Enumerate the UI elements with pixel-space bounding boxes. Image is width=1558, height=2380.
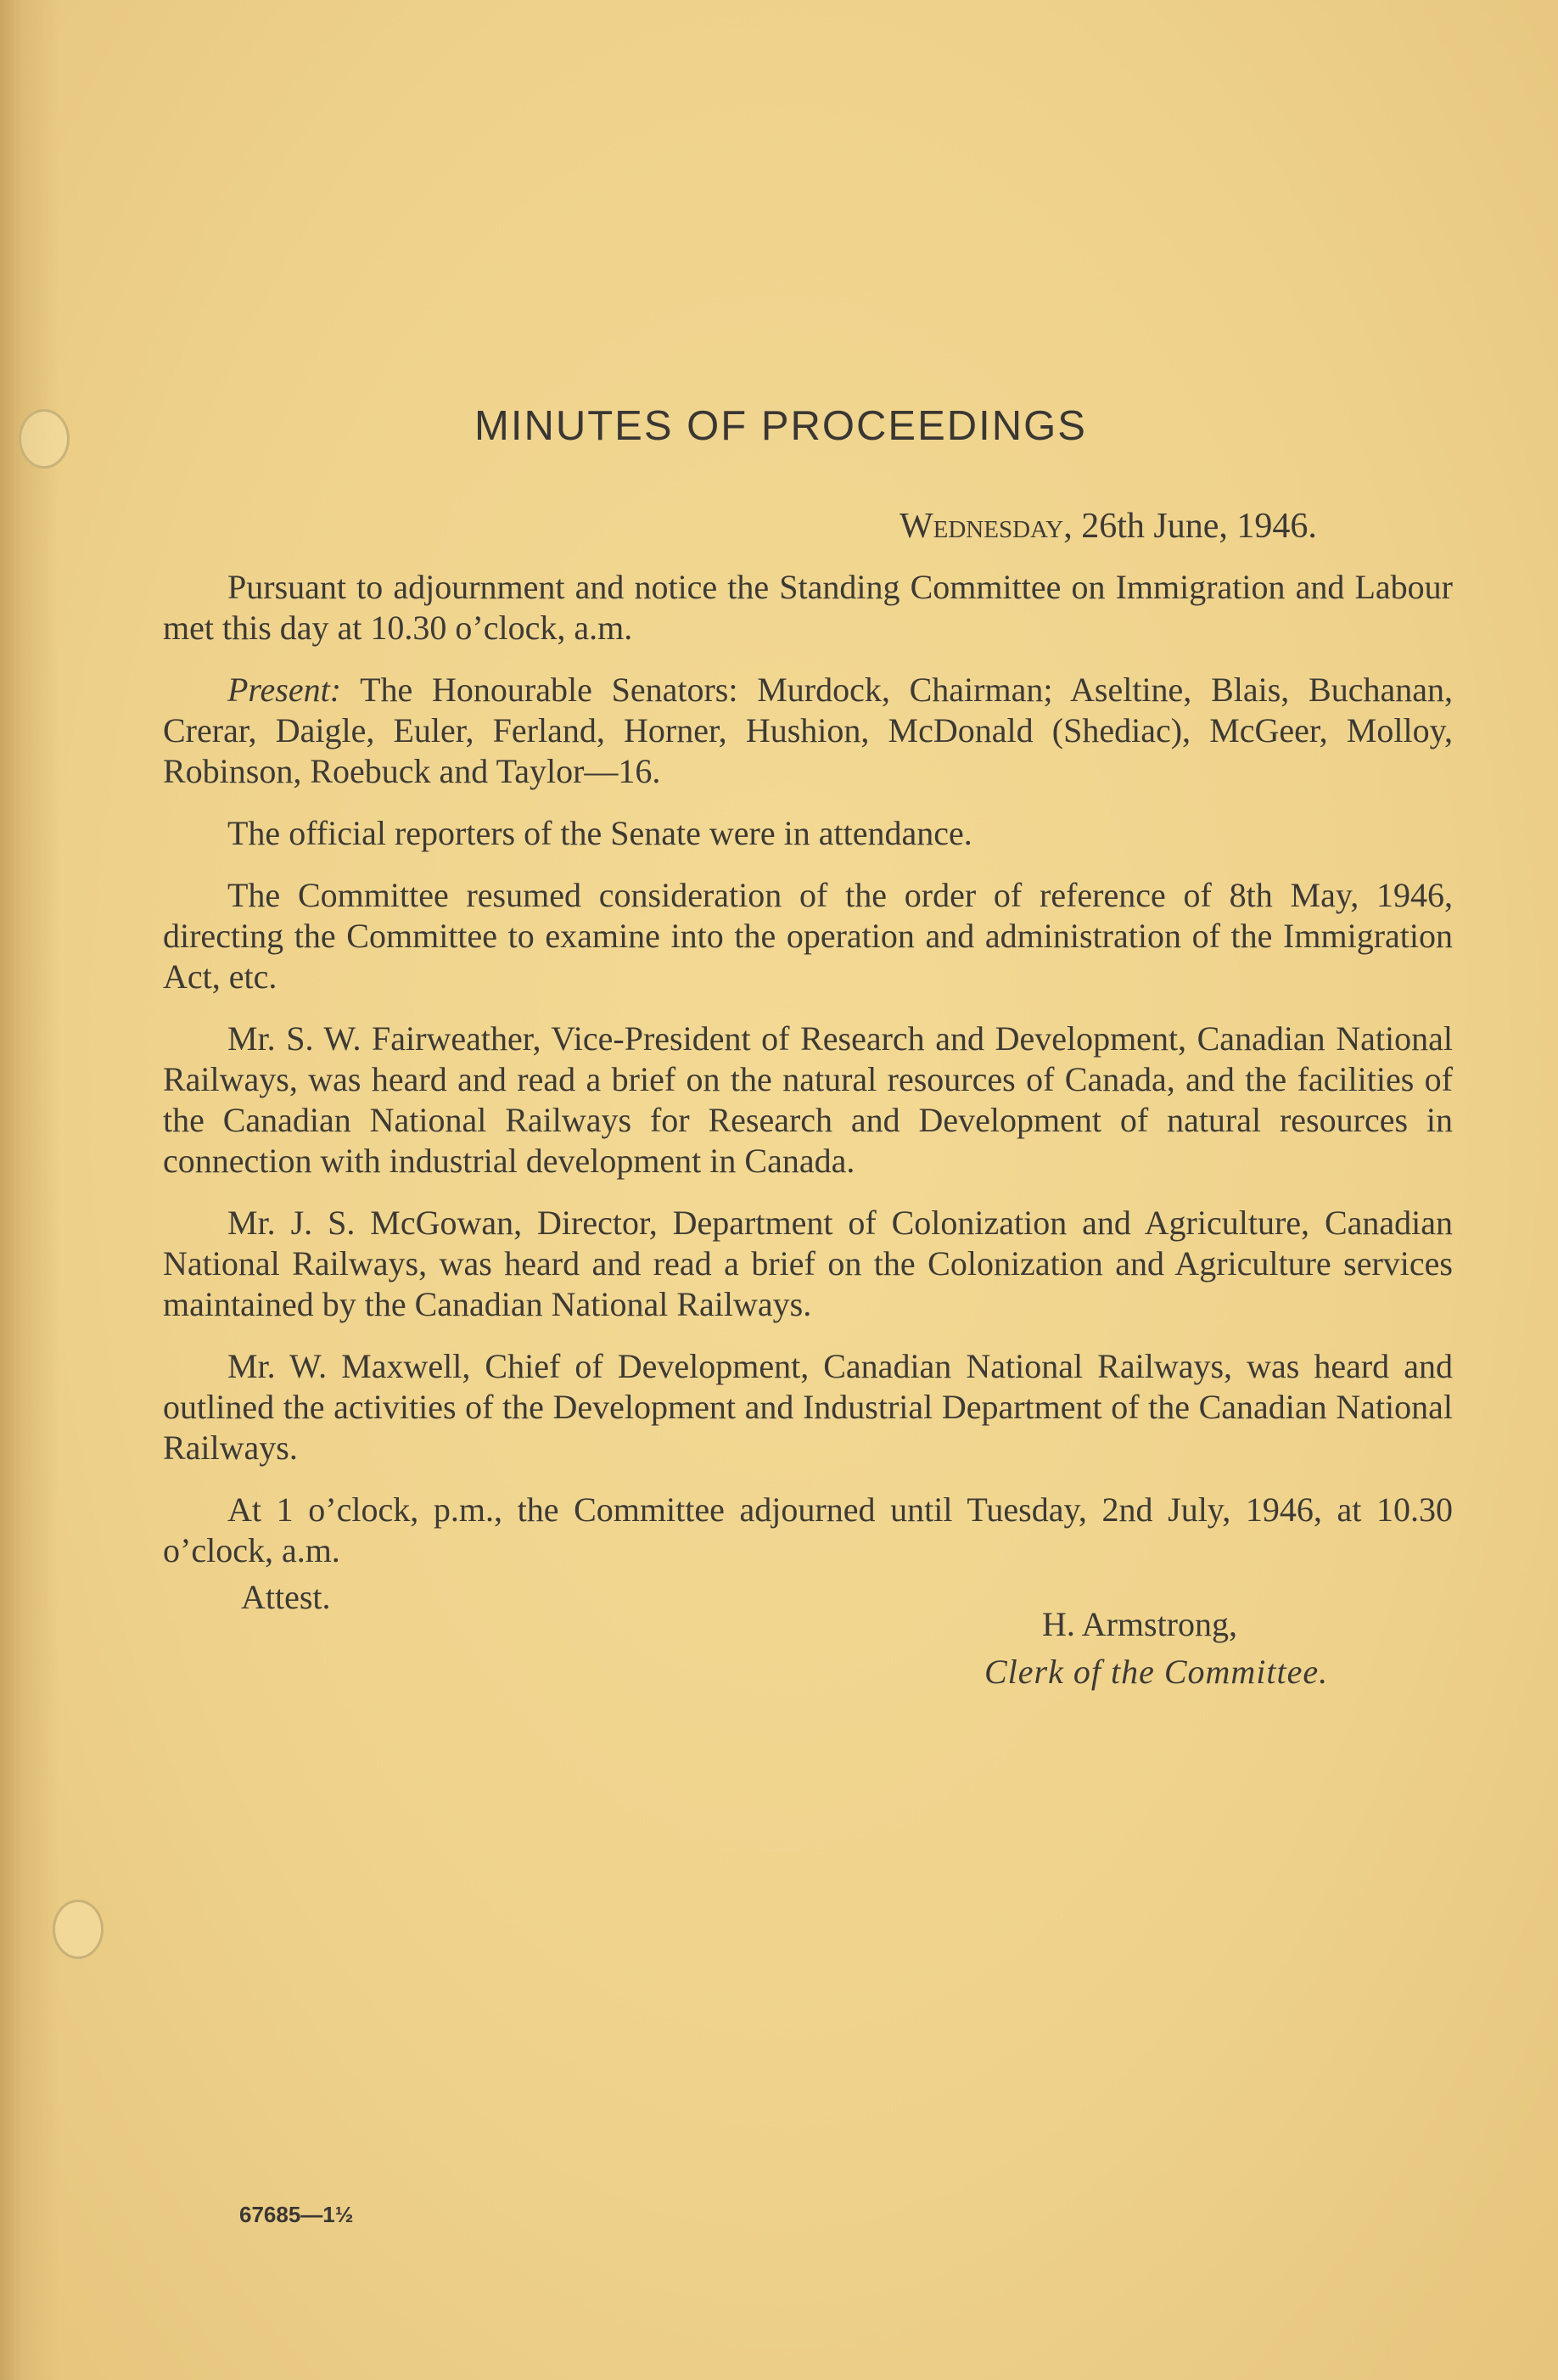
present-label: Present: [227,671,342,709]
page-title: MINUTES OF PROCEEDINGS [474,403,1087,449]
signatory-role: Clerk of the Committee. [984,1653,1329,1691]
paragraph-reporters: The official reporters of the Senate were in attendance. [227,814,972,852]
signatory-name: H. Armstrong, [1042,1605,1237,1643]
paragraph-adjournment-notice: Pursuant to adjournment and notice the Standing Committee on Immigration and Labour met this day at 10.30 o’clock, a.m. [163,568,1453,647]
paragraph-fairweather: Mr. S. W. Fairweather, Vice-President of Research and Development, Canadian National Railways, was heard and read a brief on the natural resources of Canada, and the facilities of the Canadian National Railways for Research and Development of natural resources in connection with industrial development in Canada. [163,1019,1453,1180]
binding-edge [0,0,59,2380]
paragraph-adjournment: At 1 o’clock, p.m., the Committee adjourned until Tuesday, 2nd July, 1946, at 10.30 o’clock, a.m. [163,1490,1453,1569]
paragraph-maxwell: Mr. W. Maxwell, Chief of Development, Canadian National Railways, was heard and outlined the activities of the Development and Industrial Department of the Canadian National Railways. [163,1347,1453,1467]
minutes-body [163,567,1453,1592]
meeting-date [899,506,1317,547]
punch-hole-bottom [53,1900,104,1959]
paragraph-order-of-reference: The Committee resumed consideration of the order of reference of 8th May, 1946, directing the Committee to examine into the operation and administration of the Immigration Act, etc. [163,876,1453,996]
punch-hole-top [19,409,70,469]
meeting-date-rest: , 26th June, 1946. [1063,507,1317,546]
paragraph-mcgowan: Mr. J. S. McGowan, Director, Department of Colonization and Agriculture, Canadian National Railways, was heard and read a brief on the Colonization and Agriculture services maintained by the Canadian National Railways. [163,1204,1453,1323]
paragraph-present: Present: The Honourable Senators: Murdock, Chairman; Aseltine, Blais, Buchanan, Crerar, Daigle, Euler, Ferland, Horner, Hushion, McDonald (Shediac), McGeer, Molloy, Robinson, Roebuck and Taylor—16. [163,671,1453,790]
print-code: 67685—1½ [239,2202,354,2227]
attest-label: Attest. [241,1578,331,1616]
signature-block [984,1601,1460,1696]
meeting-weekday: Wednesday [899,507,1064,546]
